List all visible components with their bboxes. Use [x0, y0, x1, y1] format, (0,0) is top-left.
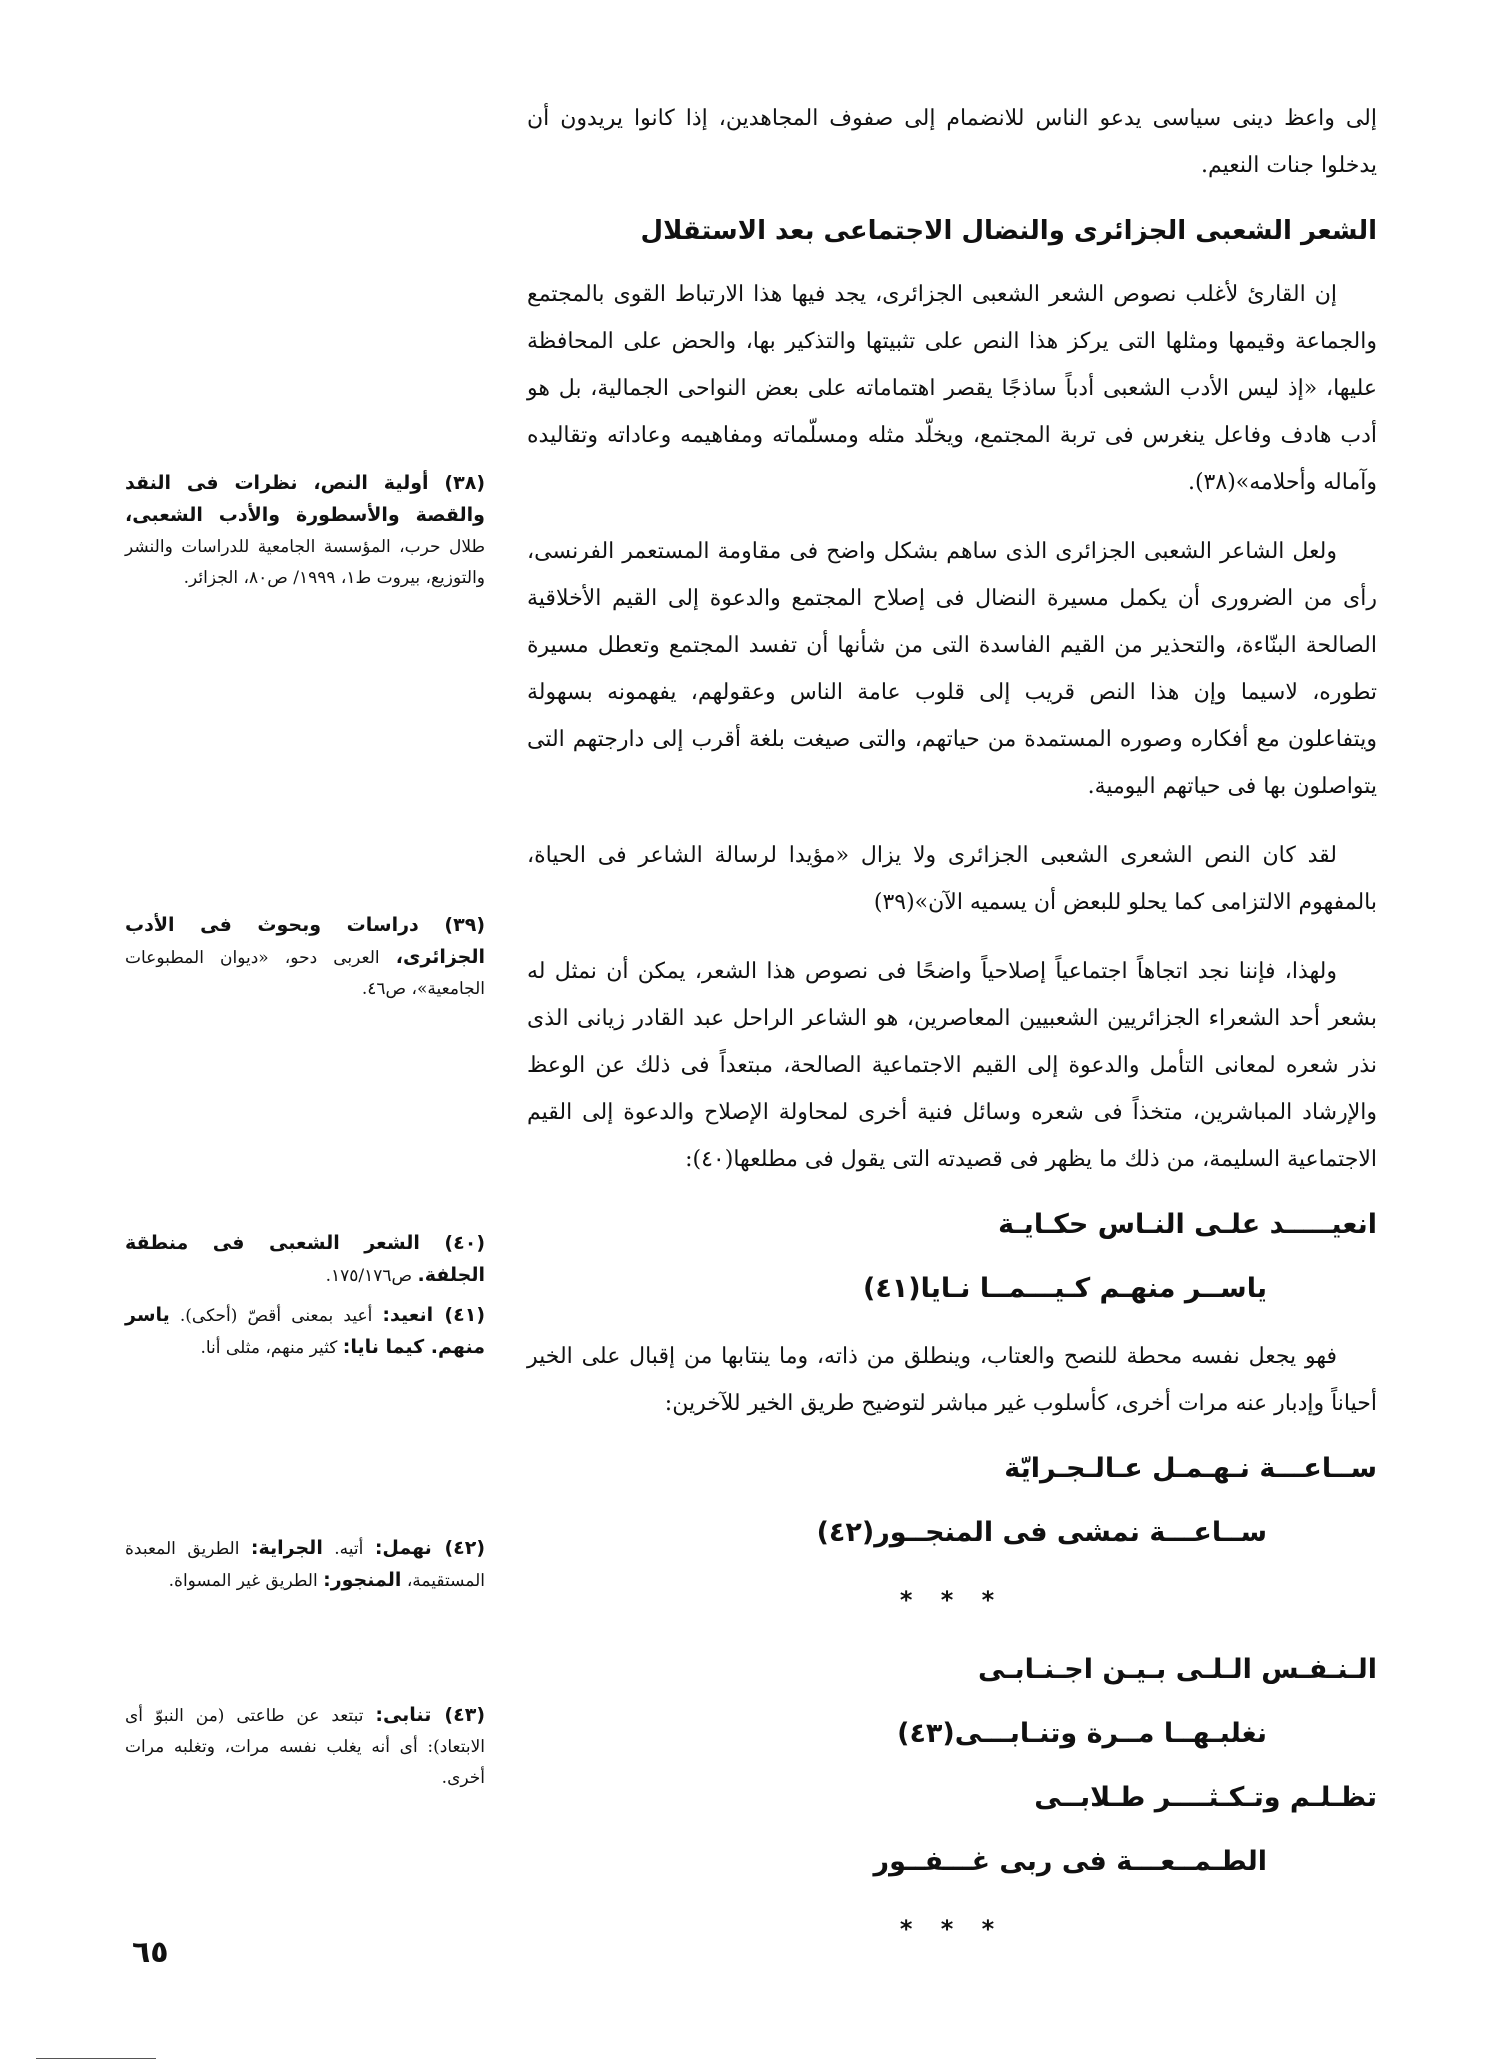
verse-line: نغلبـهــا مــرة وتنـابـــى(٤٣)	[897, 1718, 1267, 1749]
verse-line: تظـلـم وتـكـثــــر طـلابــى	[1034, 1782, 1377, 1813]
verse-line: ياســر منهـم كـيـــمــا نـايا(٤١)	[862, 1273, 1267, 1304]
footnote-38	[125, 468, 485, 594]
verse-line: انعيـــــد علـى النـاس حكـايـة	[998, 1209, 1377, 1240]
footnote-body: طلال حرب، المؤسسة الجامعية للدراسات والنشر والتوزيع، بيروت ط١، ١٩٩٩/ ص٨٠، الجزائر.	[125, 537, 485, 588]
verse-line: ســاعـــة نمشى فى المنجــور(٤٢)	[816, 1517, 1267, 1548]
footnote-title: المنجور:	[323, 1569, 402, 1591]
verse-line: الطـمــعـــة فى ربى غـــفــور	[873, 1846, 1267, 1877]
verse-line: الـنـفـس الـلـى بـيـن اجـنـابـى	[977, 1654, 1377, 1685]
paragraph-1: إن القارئ لأغلب نصوص الشعر الشعبى الجزائرى، يجد فيها هذا الارتباط القوى بالمجتمع والجماعة وقيمها ومثلها التى يركز هذا النص على تثبيتها والتذكير بها، والحض على المحافظة عليها، «إذ ليس الأدب الشعبى أدباً ساذجًا يقصر اهتماماته على بعض النواحى الجمالية، بل هو أدب هادف وفاعل ينغرس فى تربة المجتمع، ويخلّد مثله ومسلّماته ومفاهيمه وعاداته وتقاليده وآماله وأحلامه»(٣٨).	[527, 282, 1377, 495]
footnote-39	[125, 910, 485, 1005]
paragraph-3: لقد كان النص الشعرى الشعبى الجزائرى ولا يزال «مؤيدا لرسالة الشاعر فى الحياة، بالمفهوم الالتزامى كما يحلو للبعض أن يسميه الآن»(٣٩)	[527, 843, 1377, 915]
footnote-title: الجراية:	[250, 1537, 323, 1559]
page-number: ٦٥	[132, 1935, 169, 1970]
bottom-rule	[36, 2058, 156, 2059]
section-heading: الشعر الشعبى الجزائرى والنضال الاجتماعى بعد الاستقلال	[640, 216, 1377, 246]
footnote-41	[125, 1300, 485, 1364]
footnote-title: (٤٠) الشعر الشعبى فى منطقة الجلفة.	[125, 1232, 485, 1286]
paragraph-2: ولعل الشاعر الشعبى الجزائرى الذى ساهم بشكل واضح فى مقاومة المستعمر الفرنسى، رأى من الضرورى أن يكمل مسيرة النضال فى إصلاح المجتمع والدعوة إلى القيم الأخلاقية الصالحة البنّاءة، والتحذير من القيم الفاسدة التى من شأنها أن تفسد المجتمع وتعطل مسيرة تطوره، لاسيما وإن هذا النص قريب إلى قلوب عامة الناس وعقولهم، يفهمونه بسهولة ويتفاعلون مع أفكاره وصوره المستمدة من حياتهم، والتى صيغت بلغة أقرب إلى دارجتهم التى يتواصلون بها فى حياتهم اليومية.	[527, 539, 1377, 799]
footnote-body: أعيد بمعنى أقصّ (أحكى).	[179, 1306, 373, 1326]
footnote-title: (٣٨) أولية النص، نظرات فى النقد والقصة والأسطورة والأدب الشعبى،	[125, 472, 485, 526]
stanza-separator: * * *	[899, 1586, 1005, 1614]
intro-paragraph: إلى واعظ دينى سياسى يدعو الناس للانضمام إلى صفوف المجاهدين، إذا كانوا يريدون أن يدخلوا جنات النعيم.	[527, 106, 1377, 178]
footnote-title: (٣٩) دراسات وبحوث فى الأدب الجزائرى،	[125, 914, 486, 968]
footnote-title: (٤٢) نهمل:	[374, 1537, 486, 1559]
main-column	[527, 95, 1377, 1979]
footnote-body: أتيه.	[334, 1539, 364, 1559]
footnote-body: الطريق المعبدة المستقيمة،	[125, 1539, 485, 1591]
paragraph-4: ولهذا، فإننا نجد اتجاهاً اجتماعياً إصلاحياً واضحًا فى نصوص هذا الشعر، يمكن أن نمثل له بشعر أحد الشعراء الجزائريين الشعبيين المعاصرين، هو الشاعر الراحل عبد القادر زيانى الذى نذر شعره لمعانى التأمل والدعوة إلى القيم الاجتماعية الصالحة، مبتعداً فى ذلك عن الوعظ والإرشاد المباشرين، متخذاً فى شعره وسائل فنية أخرى لمحاولة الإصلاح والدعوة إلى القيم الاجتماعية السليمة، من ذلك ما يظهر فى قصيدته التى يقول فى مطلعها(٤٠):	[527, 959, 1377, 1172]
paragraph-5: فهو يجعل نفسه محطة للنصح والعتاب، وينطلق من ذاته، وما ينتابها من إقبال على الخير أحياناً وإدبار عنه مرات أخرى، كأسلوب غير مباشر لتوضيح طريق الخير للآخرين:	[527, 1344, 1377, 1416]
footnote-title: (٤٣) تنابى:	[375, 1704, 485, 1726]
footnote-40	[125, 1228, 485, 1292]
footnote-body: الطريق غير المسواة.	[168, 1571, 318, 1591]
footnote-42	[125, 1533, 485, 1597]
footnote-43	[125, 1700, 485, 1794]
footnote-title: ياسر منهم. كيما نايا:	[125, 1304, 485, 1358]
footnote-title: (٤١) انعيد:	[382, 1304, 486, 1326]
verse-line: ســاعـــة نـهـمـل عـالـجـرايّة	[1004, 1453, 1377, 1484]
stanza-separator: * * *	[899, 1915, 1005, 1943]
footnote-body: كثير منهم، مثلى أنا.	[200, 1338, 338, 1358]
footnote-body: العربى دحو، «ديوان المطبوعات الجامعية»، ص٤٦.	[125, 948, 485, 999]
footnote-body: تبتعد عن طاعتى (من النبوّ أى الابتعاد): أى أنه يغلب نفسه مرات، وتغلبه مرات أخرى.	[125, 1706, 485, 1788]
footnote-body: ص١٧٥/١٧٦.	[325, 1266, 413, 1286]
